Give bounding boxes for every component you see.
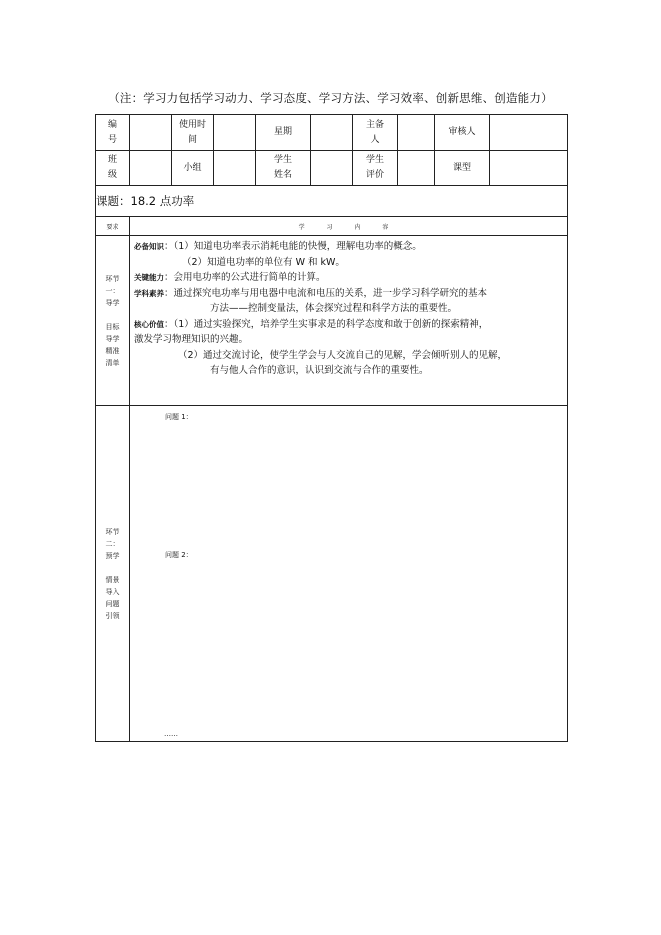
week-label: 星期 [256,115,311,151]
goal-line: 学科素养：通过探究电功率与用电器中电流和电压的关系，进一步学习科学研究的基本 [134,287,488,299]
section1-goals [130,236,568,406]
goal-line: 关键能力：会用电功率的公式进行简单的计算。 [134,272,326,283]
goal-line: （2）知道电功率的单位有 W 和 kW。 [182,256,345,268]
note-text: （注：学习力包括学习动力、学习态度、学习方法、学习效率、创新思维、创造能力） [108,91,553,105]
week-value [311,115,353,151]
lesson-type-value [490,151,568,186]
section1-row [96,236,568,406]
preparer-value [398,115,435,151]
section2-side-label: 环节 二： 预学 情景 导入 问题 引领 [96,406,130,742]
requirement-label: 要求 [96,217,130,236]
number-value [130,115,172,151]
lesson-type-label: 课型 [435,151,490,186]
question-1-label: 问题 1： [165,413,193,421]
student-name-label: 学生 姓名 [256,151,311,186]
lesson-plan-table [95,114,568,742]
lesson-row [96,186,568,217]
ellipsis: …… [164,730,178,738]
section1-side-label: 环节 一： 导学 目标 导学 精准 清单 [96,236,130,406]
goal-line: 核心价值：（1）通过实验探究，培养学生实事求是的科学态度和敢于创新的探索精神， [134,318,489,330]
class-value [130,151,172,186]
preparer-label: 主备 人 [353,115,398,151]
student-eval-label: 学生 评价 [353,151,398,186]
goal-line: （2）通过交流讨论，使学生学会与人交流自己的见解，学会倾听别人的见解， [178,349,508,361]
goal-line: 方法——控制变量法，体会探究过程和科学方法的重要性。 [210,303,458,314]
student-name-value [311,151,353,186]
goal-line: 必备知识：（1）知道电功率表示消耗电能的快慢，理解电功率的概念。 [134,241,422,252]
reviewer-label: 审核人 [435,115,490,151]
group-label: 小组 [172,151,214,186]
number-label: 编 号 [96,115,130,151]
use-time-value [214,115,256,151]
section2-row [96,406,568,742]
question-2-label: 问题 2： [165,551,193,559]
class-label: 班 级 [96,151,130,186]
header-row-2 [96,151,568,186]
lesson-title: 课题：18.2 点功率 [96,186,568,217]
goal-line: 有与他人合作的意识，认识到交流与合作的重要性。 [210,365,429,376]
group-value [214,151,256,186]
reviewer-value [490,115,568,151]
use-time-label: 使用时 间 [172,115,214,151]
content-title: 学 习 内 容 [130,217,568,236]
requirement-row [96,217,568,236]
section2-questions [130,406,568,742]
student-eval-value [398,151,435,186]
goal-line: 激发学习物理知识的兴趣。 [134,334,249,345]
header-row-1 [96,115,568,151]
